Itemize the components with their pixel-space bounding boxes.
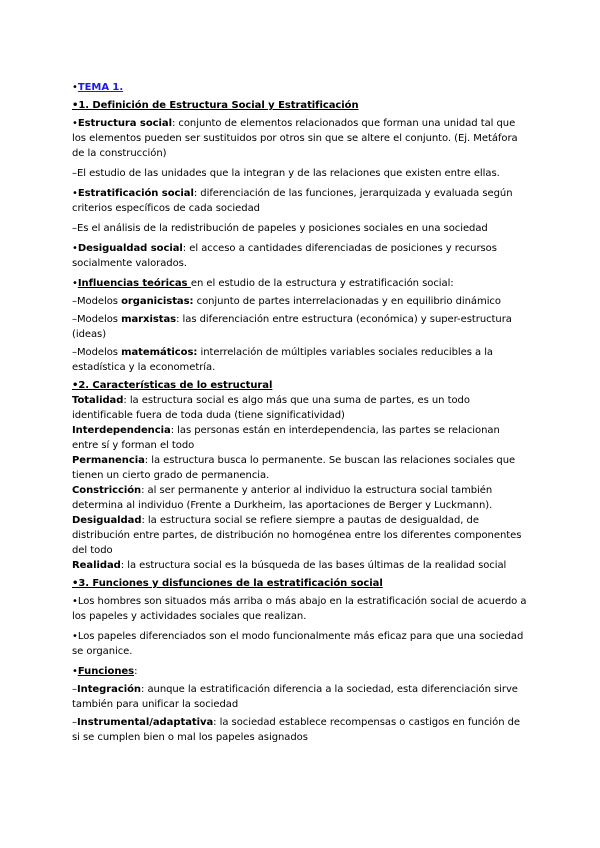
influencias-paragraph: [72, 276, 528, 291]
term: Constricción: [72, 485, 142, 496]
definition: : la estructura busca lo permanente. Se buscan las relaciones sociales que tienen un cierto grado de permanencia.: [72, 455, 516, 481]
term: Influencias teóricas: [77, 278, 191, 289]
prefix: –: [72, 684, 77, 695]
section-2-title: •2. Características de lo estructural: [72, 380, 273, 391]
section-3-paragraph-1: •Los hombres son situados más arriba o más abajo en la estratificación social de acuerdo a los papeles y actividades sociales que realizan.: [72, 596, 527, 622]
funcion-instrumental: [72, 715, 528, 745]
caracteristica-realidad: [72, 558, 528, 573]
section-3-paragraph-2: •Los papeles diferenciados son el modo funcionalmente más eficaz para que una sociedad se organice.: [72, 631, 524, 657]
term: Desigualdad social: [77, 243, 183, 254]
bullet: •: [72, 188, 78, 199]
caracteristica-constriccion: [72, 483, 528, 513]
definition: : aunque la estratificación diferencia a la sociedad, esta diferenciación sirve también para unificar la sociedad: [72, 684, 518, 710]
bullet: •: [72, 666, 78, 677]
caracteristica-desigualdad: [72, 513, 528, 558]
section-3-title: •3. Funciones y disfunciones de la estratificación social: [72, 578, 383, 589]
tema-link[interactable]: TEMA 1.: [77, 82, 124, 93]
section-2-heading: [72, 378, 528, 393]
estructura-note: –El estudio de las unidades que la integran y de las relaciones que existen entre ellas.: [72, 168, 500, 179]
definition: conjunto de partes interrelacionadas y en equilibrio dinámico: [193, 296, 501, 307]
term: Integración: [76, 684, 141, 695]
term: Desigualdad: [72, 515, 142, 526]
definition: interrelación de múltiples variables sociales reducibles a la estadística y la econometría.: [72, 347, 493, 373]
term: Interdependencia: [72, 425, 171, 436]
bullet: •: [72, 82, 78, 93]
definition: : la estructura social es algo más que una suma de partes, es un todo identificable fuera de toda duda (tiene significatividad): [72, 395, 470, 421]
definition: : la estructura social se refiere siempre a pautas de desigualdad, de distribución entre partes, de distribución no homogénea entre los diferentes componentes del todo: [72, 515, 522, 556]
funcion-integracion: [72, 682, 528, 712]
definition: : la estructura social es la búsqueda de las bases últimas de la realidad social: [120, 560, 507, 571]
modelo-organicista: [72, 294, 528, 309]
estratificacion-social-paragraph: [72, 186, 528, 216]
bullet: •: [72, 243, 78, 254]
document-page: [72, 80, 528, 745]
definition: : conjunto de elementos relacionados que forman una unidad tal que los elementos pueden ser sustituidos por otros sin que se altere el conjunto. (Ej. Metáfora de la construcción): [72, 118, 518, 159]
estratificacion-note: –Es el análisis de la redistribución de papeles y posiciones sociales en una sociedad: [72, 223, 488, 234]
caracteristica-interdependencia: [72, 423, 528, 453]
caracteristica-permanencia: [72, 453, 528, 483]
prefix: –Modelos: [72, 296, 122, 307]
section-1-title: •1. Definición de Estructura Social y Estratificación: [72, 100, 359, 111]
term: Estructura social: [77, 118, 172, 129]
definition: en el estudio de la estructura y estratificación social:: [190, 278, 454, 289]
term: marxistas: [121, 314, 177, 325]
colon: :: [134, 666, 138, 677]
term: Realidad: [72, 560, 121, 571]
term: Instrumental/adaptativa: [76, 717, 214, 728]
section-3-heading: [72, 576, 528, 591]
definition: : diferenciación de las funciones, jerarquizada y evaluada según criterios específicos de cada sociedad: [72, 188, 513, 214]
modelo-matematico: [72, 345, 528, 375]
definition: : las personas están en interdependencia, las partes se relacionan entre sí y forman el todo: [72, 425, 500, 451]
term: Estratificación social: [77, 188, 194, 199]
prefix: –: [72, 717, 77, 728]
desigualdad-social-paragraph: [72, 241, 528, 271]
caracteristica-totalidad: [72, 393, 528, 423]
definition: : el acceso a cantidades diferenciadas de posiciones y recursos socialmente valorados.: [72, 243, 497, 269]
definition: : las diferenciación entre estructura (económica) y super-estructura (ideas): [72, 314, 512, 340]
bullet: •: [72, 278, 78, 289]
section-1-heading: [72, 98, 528, 113]
funciones-heading: [72, 664, 528, 679]
term: Totalidad: [72, 395, 124, 406]
tema-heading: [72, 80, 528, 95]
term: matemáticos:: [121, 347, 198, 358]
prefix: –Modelos: [72, 347, 122, 358]
modelo-marxista: [72, 312, 528, 342]
term: Funciones: [77, 666, 135, 677]
bullet: •: [72, 118, 78, 129]
term: organicistas:: [121, 296, 194, 307]
term: Permanencia: [72, 455, 145, 466]
definition: : al ser permanente y anterior al individuo la estructura social también determina al individuo (Frente a Durkheim, las aportaciones de Berger y Luckmann).: [72, 485, 493, 511]
definition: : la sociedad establece recompensas o castigos en función de si se cumplen bien o mal los papeles asignados: [72, 717, 521, 743]
prefix: –Modelos: [72, 314, 122, 325]
estructura-social-paragraph: [72, 116, 528, 161]
